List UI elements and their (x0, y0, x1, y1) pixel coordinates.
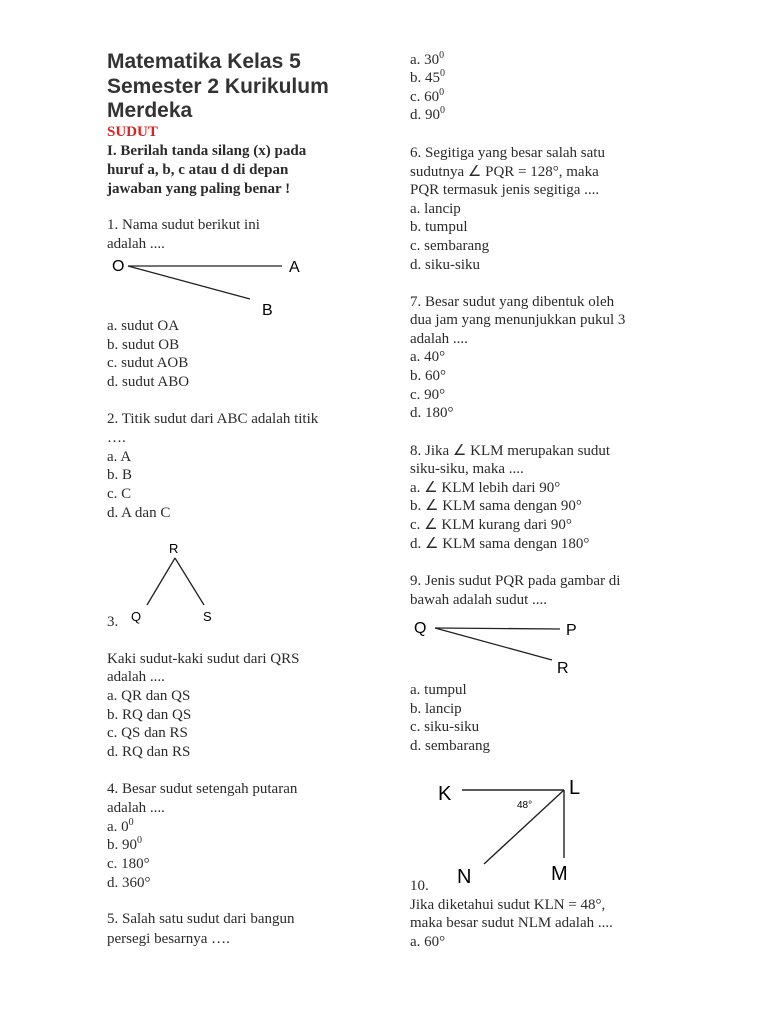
q3-option[interactable]: a. QR dan QS (107, 688, 191, 704)
section-subtitle: SUDUT (107, 124, 158, 140)
q7-option[interactable]: b. 60° (410, 368, 446, 384)
q7-stem-line: dua jam yang menunjukkan pukul 3 (410, 312, 626, 328)
q2-option[interactable]: a. A (107, 449, 132, 465)
q4-option[interactable] (107, 818, 134, 837)
title-line: Semester 2 Kurikulum (107, 74, 329, 98)
q6-option[interactable]: c. sembarang (410, 238, 490, 254)
instruction-line: jawaban yang paling benar ! (107, 180, 291, 197)
label-m: M (551, 863, 568, 885)
q8-stem-line: siku-siku, maka .... (410, 461, 524, 477)
q1-angle-figure (100, 252, 320, 322)
q6-stem-line: PQR termasuk jenis segitiga .... (410, 182, 600, 198)
ray-qr (435, 628, 552, 660)
q1-option[interactable]: d. sudut ABO (107, 374, 190, 390)
q7-option[interactable]: d. 180° (410, 405, 454, 421)
q3-stem-line: adalah .... (107, 669, 165, 685)
q10-option[interactable]: a. 60° (410, 934, 446, 950)
option-text: d. 360° (107, 875, 151, 891)
q10-number: 10. (410, 878, 429, 894)
q4-stem-line: adalah .... (107, 800, 165, 816)
q10-stem-line: maka besar sudut NLM adalah .... (410, 915, 613, 931)
label-s: S (203, 609, 212, 624)
q3-option[interactable]: c. QS dan RS (107, 725, 188, 741)
q7-stem-line: adalah .... (410, 331, 468, 347)
option-text: a. 30 (410, 52, 440, 68)
q1-option[interactable]: c. sudut AOB (107, 355, 189, 371)
q2-option[interactable]: b. B (107, 467, 133, 483)
q2-option[interactable]: c. C (107, 486, 132, 502)
label-o: O (112, 258, 125, 275)
q5-option[interactable] (410, 69, 445, 88)
q6-option[interactable]: a. lancip (410, 201, 461, 217)
q2-stem-line: 2. Titik sudut dari ABC adalah titik (107, 411, 319, 427)
title-line: Merdeka (107, 99, 193, 122)
q9-option[interactable]: c. siku-siku (410, 719, 480, 735)
option-text: d. 90 (410, 107, 440, 123)
label-n: N (457, 866, 472, 888)
option-text: b. 90 (107, 837, 137, 853)
label-k: K (438, 783, 452, 805)
q3-angle-figure (125, 538, 225, 628)
option-text: b. 45 (410, 70, 440, 86)
option-sup: 0 (137, 835, 142, 846)
q7-stem-line: 7. Besar sudut yang dibentuk oleh (410, 294, 615, 310)
q5-option[interactable] (410, 51, 444, 70)
option-text: a. 0 (107, 819, 129, 835)
label-q: Q (131, 609, 142, 624)
label-r: R (169, 541, 179, 556)
q10-stem-line: Jika diketahui sudut KLN = 48°, (410, 897, 606, 913)
q9-stem-line: bawah adalah sudut .... (410, 592, 548, 608)
label-b: B (262, 302, 273, 319)
q8-option[interactable]: c. ∠ KLM kurang dari 90° (410, 517, 572, 533)
q6-stem-line: sudutnya ∠ PQR = 128°, maka (410, 164, 599, 180)
q6-stem-line: 6. Segitiga yang besar salah satu (410, 145, 605, 161)
option-sup: 0 (439, 50, 445, 61)
ray-ob (128, 266, 250, 299)
option-text: c. 180° (107, 856, 150, 872)
ray-rs (175, 558, 204, 605)
option-sup: 0 (440, 68, 445, 79)
instruction (107, 142, 372, 198)
label-l: L (569, 777, 581, 799)
ray-qp (435, 628, 560, 629)
q7-option[interactable]: c. 90° (410, 387, 446, 403)
ray-rq (147, 558, 175, 605)
q4-option[interactable] (107, 855, 150, 874)
q1-option[interactable]: a. sudut OA (107, 318, 180, 334)
q6-option[interactable]: d. siku-siku (410, 257, 481, 273)
q4-stem-line: 4. Besar sudut setengah putaran (107, 781, 298, 797)
option-sup: 0 (440, 105, 445, 116)
q8-option[interactable]: b. ∠ KLM sama dengan 90° (410, 498, 582, 514)
q5-option[interactable] (410, 88, 444, 107)
q9-option[interactable]: a. tumpul (410, 682, 467, 698)
q3-stem-line: Kaki sudut-kaki sudut dari QRS (107, 651, 300, 667)
q1-stem-line: 1. Nama sudut berikut ini (107, 217, 260, 233)
q2-stem-line: …. (107, 430, 126, 446)
label-q: Q (414, 620, 427, 637)
q5-option[interactable] (410, 106, 445, 125)
q4-option[interactable] (107, 874, 151, 893)
label-r: R (557, 660, 569, 677)
title-line: Matematika Kelas 5 (107, 50, 301, 73)
q6-option[interactable]: b. tumpul (410, 219, 468, 235)
option-text: c. 60 (410, 89, 440, 105)
q3-option[interactable]: b. RQ dan QS (107, 707, 192, 723)
q9-angle-figure (405, 612, 595, 682)
label-angle: 48° (517, 800, 533, 811)
q5-stem-line: 5. Salah satu sudut dari bangun (107, 911, 295, 927)
q3-number: 3. (107, 614, 119, 630)
q9-option[interactable]: d. sembarang (410, 738, 490, 754)
label-p: P (566, 622, 577, 639)
q8-option[interactable]: d. ∠ KLM sama dengan 180° (410, 536, 590, 552)
q3-option[interactable]: d. RQ dan RS (107, 744, 191, 760)
q7-option[interactable]: a. 40° (410, 349, 446, 365)
page-title (107, 50, 377, 124)
label-a: A (289, 259, 300, 276)
instruction-line: huruf a, b, c atau d di depan (107, 161, 289, 178)
q1-stem-line: adalah .... (107, 236, 165, 252)
q5-stem-line: persegi besarnya …. (107, 931, 230, 947)
option-sup: 0 (128, 817, 134, 828)
instruction-line: I. Berilah tanda silang (x) pada (107, 143, 307, 159)
q1-option[interactable]: b. sudut OB (107, 337, 180, 353)
q9-stem-line: 9. Jenis sudut PQR pada gambar di (410, 573, 621, 589)
q10-angle-figure (425, 770, 595, 890)
q8-stem-line: 8. Jika ∠ KLM merupakan sudut (410, 443, 611, 459)
q2-option[interactable]: d. A dan C (107, 505, 171, 521)
option-sup: 0 (439, 87, 445, 98)
q8-option[interactable]: a. ∠ KLM lebih dari 90° (410, 480, 561, 496)
q4-option[interactable] (107, 836, 142, 855)
q9-option[interactable]: b. lancip (410, 701, 462, 717)
